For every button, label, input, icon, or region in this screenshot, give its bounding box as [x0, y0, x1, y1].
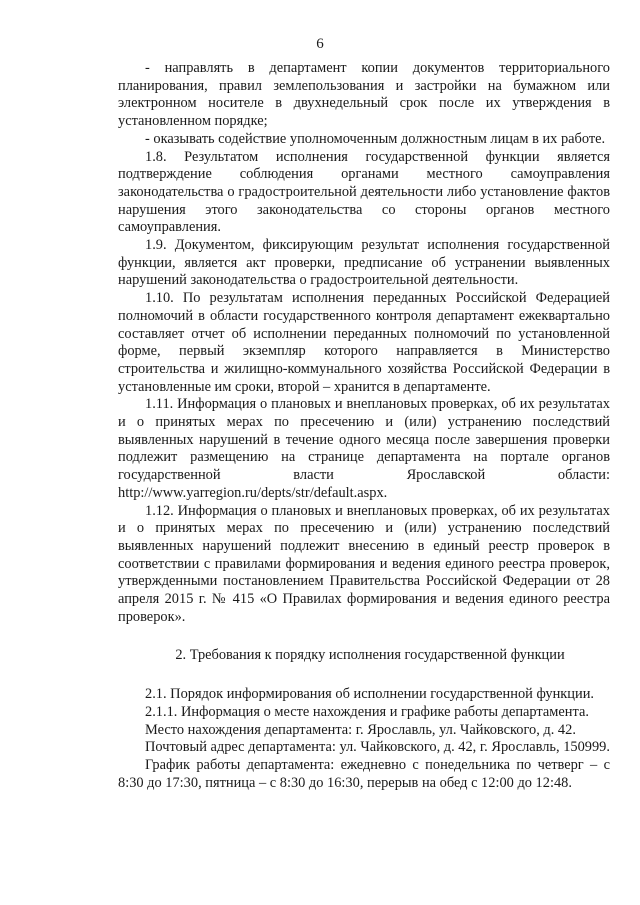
paragraph-1-9: 1.9. Документом, фиксирующим результат исполнения государственной функции, является акт проверки, предписание об устранении выявленных нарушений законодательства о градостроительной деятельности.: [118, 237, 610, 289]
section-heading: 2. Требования к порядку исполнения государственной функции: [175, 646, 565, 663]
document-body: [118, 60, 610, 792]
paragraph-1-11: 1.11. Информация о плановых и внеплановых проверках, об их результатах и о принятых мерах по пресечению и (или) устранению последствий выявленных нарушений в течение одного месяца после завершения проверки подлежит размещению на странице департамента на портале органов государственной власти Ярославской области: http://www.yarregion.ru/depts/str/default.aspx.: [118, 396, 610, 501]
page-number: 6: [316, 36, 324, 52]
paragraph-2-1: 2.1. Порядок информирования об исполнении государственной функции.: [145, 686, 594, 703]
paragraph-bullet-copies: - направлять в департамент копии документов территориального планирования, правил землепользования и застройки на бумажном или электронном носителе в двухнедельный срок после их утверждения в установленном порядке;: [118, 60, 610, 130]
paragraph-1-8: 1.8. Результатом исполнения государственной функции является подтверждение соблюдения органами местного самоуправления законодательства о градостроительной деятельности либо установление фактов нарушения этого законодательства со стороны органов местного самоуправления.: [118, 148, 610, 236]
paragraph-work-schedule: График работы департамента: ежедневно с понедельника по четверг – с 8:30 до 17:30, пятница – с 8:30 до 16:30, перерыв на обед с 12:00 до 12:48.: [118, 757, 610, 791]
paragraph-postal-address: Почтовый адрес департамента: ул. Чайковского, д. 42, г. Ярославль, 150999.: [145, 739, 610, 756]
paragraph-location: Место нахождения департамента: г. Ярославль, ул. Чайковского, д. 42.: [145, 721, 576, 738]
paragraph-1-12: 1.12. Информация о плановых и внеплановых проверках, об их результатах и о принятых мерах по пресечению и (или) устранению последствий выявленных нарушений подлежит внесению в единый реестр проверок в соответствии с правилами формирования и ведения единого реестра проверок, утвержденными постановлением Правительства Российской Федерации от 28 апреля 2015 г. № 415 «О Правилах формирования и ведения единого реестра проверок».: [118, 502, 610, 625]
paragraph-bullet-assistance: - оказывать содействие уполномоченным должностным лицам в их работе.: [145, 130, 606, 147]
paragraph-2-1-1: 2.1.1. Информация о месте нахождения и графике работы департамента.: [145, 703, 589, 720]
paragraph-1-10: 1.10. По результатам исполнения переданных Российской Федерацией полномочий в области государственного контроля департамент ежеквартально составляет отчет об исполнении переданных полномочий по установленной форме, первый экземпляр которого направляется в Министерство строительства и жилищно-коммунального хозяйства Российской Федерации в установленные им сроки, второй – хранится в департаменте.: [118, 290, 610, 395]
